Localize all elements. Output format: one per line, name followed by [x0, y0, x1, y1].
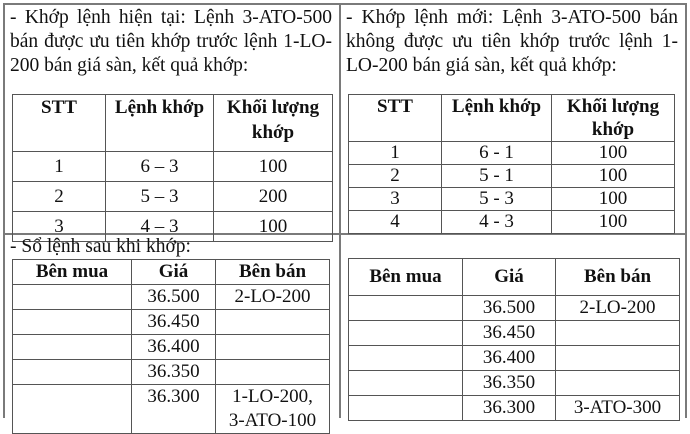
cell-ben-ban — [556, 371, 680, 396]
cell-ben-ban — [216, 360, 330, 385]
cell-lenh: 5 - 1 — [442, 165, 552, 188]
cell-ben-mua — [349, 296, 463, 321]
cell-ben-ban: 2-LO-200 — [216, 285, 330, 310]
table-row — [13, 310, 330, 335]
table-row — [13, 335, 330, 360]
table-row — [13, 182, 333, 212]
header-lenh-khop: Lệnh khớp — [442, 95, 552, 142]
header-ben-ban: Bên bán — [556, 259, 680, 296]
table-row — [349, 371, 680, 396]
table-row — [349, 321, 680, 346]
cell-lenh: 5 - 3 — [442, 188, 552, 211]
cell-ben-mua — [13, 335, 132, 360]
header-stt: STT — [349, 95, 442, 142]
cell-lenh: 6 – 3 — [106, 152, 214, 182]
cell-ben-ban: 2-LO-200 — [556, 296, 680, 321]
cell-khoi-luong: 100 — [552, 211, 675, 234]
header-khoi-luong: Khối lượng khớp — [214, 95, 333, 152]
header-stt: STT — [13, 95, 106, 152]
cell-lenh: 5 – 3 — [106, 182, 214, 212]
cell-ben-mua — [13, 385, 132, 434]
cell-ben-mua — [13, 285, 132, 310]
cell-gia: 36.300 — [132, 385, 216, 434]
frame-right-border — [685, 3, 687, 418]
cell-stt: 2 — [349, 165, 442, 188]
cell-gia: 36.350 — [132, 360, 216, 385]
cell-ben-mua — [13, 310, 132, 335]
cell-lenh: 6 - 1 — [442, 142, 552, 165]
cell-gia: 36.400 — [132, 335, 216, 360]
left-intro-text: - Khớp lệnh hiện tại: Lệnh 3-ATO-500 bán được ưu tiên khớp trước lệnh 1-LO-200 bán giá sàn, kết quả khớp: — [10, 7, 332, 76]
header-ben-mua: Bên mua — [13, 260, 132, 285]
cell-lenh: 4 – 3 — [106, 212, 214, 242]
table-row — [13, 385, 330, 434]
cell-ben-ban — [556, 346, 680, 371]
left-order-book-table — [12, 259, 330, 434]
table-row — [13, 152, 333, 182]
frame-left-border — [3, 3, 5, 418]
cell-khoi-luong: 100 — [552, 188, 675, 211]
cell-gia: 36.400 — [463, 346, 556, 371]
table-row — [349, 142, 675, 165]
table-header-row — [349, 95, 675, 142]
table-row — [349, 188, 675, 211]
cell-ben-mua — [13, 360, 132, 385]
header-gia: Giá — [463, 259, 556, 296]
cell-ben-ban: 1-LO-200, 3-ATO-100 — [216, 385, 330, 434]
cell-stt: 3 — [13, 212, 106, 242]
cell-ben-ban — [216, 310, 330, 335]
header-ben-ban: Bên bán — [216, 260, 330, 285]
cell-stt: 2 — [13, 182, 106, 212]
header-ben-mua: Bên mua — [349, 259, 463, 296]
header-khoi-luong: Khối lượng khớp — [552, 95, 675, 142]
header-lenh-khop: Lệnh khớp — [106, 95, 214, 152]
cell-khoi-luong: 100 — [214, 212, 333, 242]
cell-gia: 36.450 — [463, 321, 556, 346]
cell-ben-ban — [556, 321, 680, 346]
frame-top-border — [3, 3, 687, 5]
cell-ben-mua — [349, 396, 463, 421]
right-match-table — [348, 94, 675, 234]
left-book-note: - Sổ lệnh sau khi khớp: — [10, 236, 191, 257]
cell-stt: 3 — [349, 188, 442, 211]
cell-ben-ban — [216, 335, 330, 360]
table-row — [349, 396, 680, 421]
table-row — [349, 346, 680, 371]
cell-khoi-luong: 200 — [214, 182, 333, 212]
table-row — [13, 360, 330, 385]
table-header-row — [349, 259, 680, 296]
cell-ben-mua — [349, 371, 463, 396]
table-header-row — [13, 95, 333, 152]
cell-gia: 36.450 — [132, 310, 216, 335]
table-row — [349, 211, 675, 234]
cell-ben-ban: 3-ATO-300 — [556, 396, 680, 421]
table-row — [349, 296, 680, 321]
cell-gia: 36.500 — [463, 296, 556, 321]
cell-stt: 4 — [349, 211, 442, 234]
frame-middle-border — [339, 3, 341, 418]
cell-khoi-luong: 100 — [552, 165, 675, 188]
cell-ben-mua — [349, 346, 463, 371]
cell-khoi-luong: 100 — [552, 142, 675, 165]
table-header-row — [13, 260, 330, 285]
cell-ben-mua — [349, 321, 463, 346]
cell-lenh: 4 - 3 — [442, 211, 552, 234]
right-order-book-table — [348, 258, 680, 421]
right-intro-text: - Khớp lệnh mới: Lệnh 3-ATO-500 bán không được ưu tiên khớp trước lệnh 1-LO-200 bán giá sàn, kết quả khớp: — [346, 7, 678, 76]
cell-khoi-luong: 100 — [214, 152, 333, 182]
cell-gia: 36.350 — [463, 371, 556, 396]
cell-gia: 36.300 — [463, 396, 556, 421]
cell-gia: 36.500 — [132, 285, 216, 310]
table-row — [349, 165, 675, 188]
header-gia: Giá — [132, 260, 216, 285]
cell-stt: 1 — [13, 152, 106, 182]
left-match-table — [12, 94, 333, 242]
table-row — [13, 285, 330, 310]
cell-stt: 1 — [349, 142, 442, 165]
